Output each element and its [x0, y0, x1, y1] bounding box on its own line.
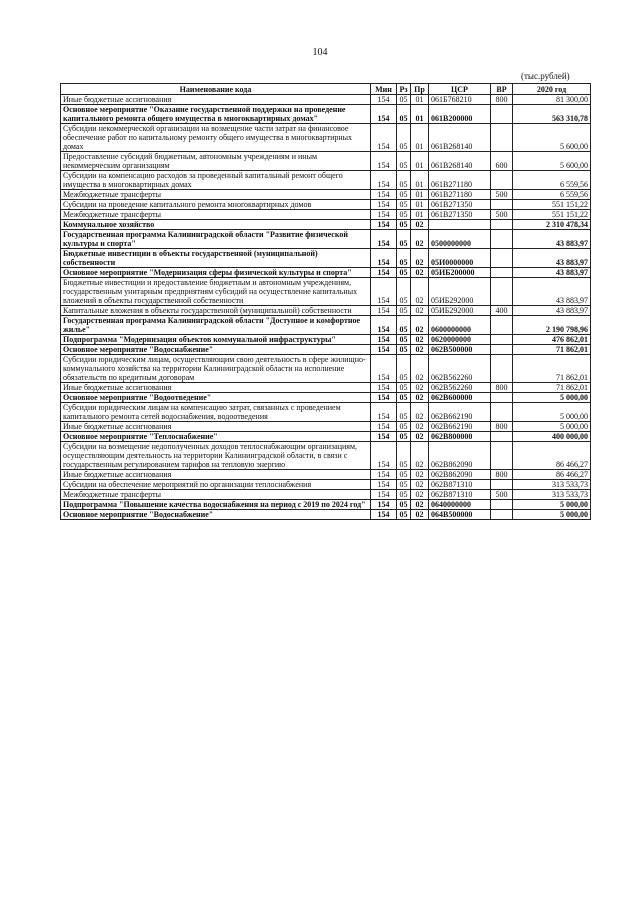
- cell-rz: 05: [397, 95, 411, 105]
- cell-amount: 400 000,00: [513, 432, 591, 442]
- cell-name: Основное мероприятие "Оказание государственной поддержки на проведение капитального ремонта общего имущества в многоквартирных домах": [61, 105, 371, 124]
- cell-csr: 062В562260: [429, 383, 491, 393]
- table-row: [61, 220, 591, 230]
- cell-vr: [491, 268, 513, 278]
- table-body: [61, 95, 591, 520]
- cell-amount: 43 883,97: [513, 268, 591, 278]
- cell-csr: 064В500000: [429, 510, 491, 520]
- table-row: [61, 124, 591, 152]
- table-row: [61, 480, 591, 490]
- cell-pr: 01: [411, 105, 429, 124]
- cell-min: 154: [371, 480, 397, 490]
- cell-csr: 062В862090: [429, 442, 491, 470]
- table-row: [61, 355, 591, 383]
- budget-table: [60, 83, 591, 520]
- cell-min: 154: [371, 105, 397, 124]
- cell-min: 154: [371, 171, 397, 190]
- cell-rz: 05: [397, 190, 411, 200]
- cell-pr: 02: [411, 345, 429, 355]
- cell-pr: 02: [411, 490, 429, 500]
- cell-amount: 5 000,00: [513, 510, 591, 520]
- header-pr: Пр: [411, 84, 429, 95]
- cell-amount: 2 310 478,34: [513, 220, 591, 230]
- table-row: [61, 306, 591, 316]
- cell-rz: 05: [397, 306, 411, 316]
- cell-amount: 5 600,00: [513, 152, 591, 171]
- cell-min: 154: [371, 355, 397, 383]
- cell-vr: [491, 432, 513, 442]
- cell-vr: 400: [491, 306, 513, 316]
- cell-pr: 02: [411, 393, 429, 403]
- cell-vr: 800: [491, 383, 513, 393]
- cell-rz: 05: [397, 210, 411, 220]
- cell-rz: 05: [397, 500, 411, 510]
- cell-vr: [491, 278, 513, 306]
- cell-name: Основное мероприятие "Водоснабжение": [61, 345, 371, 355]
- cell-name: Основное мероприятие "Водоснабжение": [61, 510, 371, 520]
- cell-csr: 0620000000: [429, 335, 491, 345]
- cell-csr: [429, 220, 491, 230]
- cell-rz: 05: [397, 470, 411, 480]
- cell-vr: [491, 230, 513, 249]
- cell-name: Коммунальное хозяйство: [61, 220, 371, 230]
- cell-csr: 061В271180: [429, 171, 491, 190]
- cell-min: 154: [371, 442, 397, 470]
- cell-rz: 05: [397, 510, 411, 520]
- cell-name: Капитальные вложения в объекты государственной (муниципальной) собственности: [61, 306, 371, 316]
- header-vr: ВР: [491, 84, 513, 95]
- cell-name: Субсидии некоммерческой организации на возмещение части затрат на финансовое обеспечение работ по капитальному ремонту общего имущества в многоквартирных домах: [61, 124, 371, 152]
- cell-csr: 062В500000: [429, 345, 491, 355]
- cell-name: Субсидии на проведение капитального ремонта многоквартирных домов: [61, 200, 371, 210]
- cell-vr: 600: [491, 152, 513, 171]
- cell-csr: 0500000000: [429, 230, 491, 249]
- cell-rz: 05: [397, 480, 411, 490]
- cell-name: Государственная программа Калининградской области "Доступное и комфортное жилье": [61, 316, 371, 335]
- cell-csr: 061В271180: [429, 190, 491, 200]
- table-row: [61, 335, 591, 345]
- cell-name: Основное мероприятие "Модернизация сферы физической культуры и спорта": [61, 268, 371, 278]
- table-row: [61, 442, 591, 470]
- cell-name: Основное мероприятие "Водоотведение": [61, 393, 371, 403]
- cell-name: Иные бюджетные ассигнования: [61, 422, 371, 432]
- cell-pr: 02: [411, 278, 429, 306]
- cell-rz: 05: [397, 422, 411, 432]
- cell-csr: 061В268140: [429, 124, 491, 152]
- cell-amount: 43 883,97: [513, 278, 591, 306]
- cell-csr: 062В871310: [429, 480, 491, 490]
- cell-pr: 02: [411, 510, 429, 520]
- cell-min: 154: [371, 403, 397, 422]
- table-row: [61, 105, 591, 124]
- cell-amount: 551 151,22: [513, 210, 591, 220]
- cell-min: 154: [371, 249, 397, 268]
- cell-amount: 5 600,00: [513, 124, 591, 152]
- cell-amount: 86 466,27: [513, 442, 591, 470]
- cell-min: 154: [371, 470, 397, 480]
- cell-amount: 563 310,78: [513, 105, 591, 124]
- cell-vr: [491, 200, 513, 210]
- cell-name: Субсидии на компенсацию расходов за проведенный капитальный ремонт общего имущества в многоквартирных домах: [61, 171, 371, 190]
- cell-amount: 6 559,56: [513, 171, 591, 190]
- cell-csr: 062В562260: [429, 355, 491, 383]
- header-amount: 2020 год: [513, 84, 591, 95]
- cell-name: Иные бюджетные ассигнования: [61, 470, 371, 480]
- cell-min: 154: [371, 190, 397, 200]
- cell-vr: [491, 171, 513, 190]
- cell-name: Субсидии юридическим лицам на компенсацию затрат, связанных с проведением капитального ремонта сетей водоснабжения, водоотведения: [61, 403, 371, 422]
- cell-name: Предоставление субсидий бюджетным, автономным учреждениям и иным некоммерческим организациям: [61, 152, 371, 171]
- table-row: [61, 510, 591, 520]
- cell-rz: 05: [397, 403, 411, 422]
- page-number: 104: [312, 47, 328, 58]
- cell-rz: 05: [397, 355, 411, 383]
- cell-vr: 500: [491, 190, 513, 200]
- cell-amount: 43 883,97: [513, 230, 591, 249]
- cell-csr: 062В662190: [429, 403, 491, 422]
- cell-rz: 05: [397, 442, 411, 470]
- cell-min: 154: [371, 432, 397, 442]
- table-row: [61, 393, 591, 403]
- cell-min: 154: [371, 500, 397, 510]
- cell-pr: 01: [411, 210, 429, 220]
- cell-rz: 05: [397, 393, 411, 403]
- cell-vr: [491, 510, 513, 520]
- cell-csr: 061В271350: [429, 210, 491, 220]
- cell-name: Субсидии юридическим лицам, осуществляющим свою деятельность в сфере жилищно-коммунального хозяйства на территории Калининградской области на исполнение обязательств по кредитным договорам: [61, 355, 371, 383]
- cell-name: Бюджетные инвестиции и предоставление бюджетным и автономным учреждениям, государственным унитарным предприятиям субсидий на осуществление капитальных вложений в объекты государственной собственности: [61, 278, 371, 306]
- header-name: Наименование кода: [61, 84, 371, 95]
- table-row: [61, 95, 591, 105]
- cell-min: 154: [371, 510, 397, 520]
- cell-name: Межбюджетные трансферты: [61, 210, 371, 220]
- cell-vr: 500: [491, 210, 513, 220]
- cell-pr: 02: [411, 316, 429, 335]
- cell-vr: [491, 316, 513, 335]
- table-row: [61, 249, 591, 268]
- table-row: [61, 210, 591, 220]
- cell-pr: 02: [411, 230, 429, 249]
- cell-csr: 05И0000000: [429, 249, 491, 268]
- cell-min: 154: [371, 335, 397, 345]
- cell-vr: [491, 355, 513, 383]
- table-row: [61, 200, 591, 210]
- cell-rz: 05: [397, 124, 411, 152]
- table-row: [61, 500, 591, 510]
- cell-pr: 02: [411, 306, 429, 316]
- cell-amount: 5 000,00: [513, 403, 591, 422]
- cell-vr: 500: [491, 490, 513, 500]
- cell-name: Подпрограмма "Повышение качества водоснабжения на период с 2019 по 2024 год": [61, 500, 371, 510]
- cell-vr: [491, 442, 513, 470]
- cell-min: 154: [371, 220, 397, 230]
- cell-pr: 02: [411, 422, 429, 432]
- cell-csr: 062В600000: [429, 393, 491, 403]
- cell-pr: 02: [411, 500, 429, 510]
- cell-rz: 05: [397, 383, 411, 393]
- cell-rz: 05: [397, 220, 411, 230]
- cell-rz: 05: [397, 200, 411, 210]
- cell-name: Основное мероприятие "Теплоснабжение": [61, 432, 371, 442]
- cell-min: 154: [371, 345, 397, 355]
- cell-csr: 05ИБ292000: [429, 278, 491, 306]
- table-row: [61, 171, 591, 190]
- cell-vr: [491, 105, 513, 124]
- table-header-row: [61, 84, 591, 95]
- header-min: Мин: [371, 84, 397, 95]
- cell-amount: 313 533,73: [513, 480, 591, 490]
- cell-min: 154: [371, 278, 397, 306]
- cell-pr: 02: [411, 432, 429, 442]
- cell-name: Подпрограмма "Модернизация объектов коммунальной инфраструктуры": [61, 335, 371, 345]
- cell-pr: 01: [411, 200, 429, 210]
- cell-amount: 551 151,22: [513, 200, 591, 210]
- cell-rz: 05: [397, 230, 411, 249]
- cell-csr: 0600000000: [429, 316, 491, 335]
- cell-rz: 05: [397, 432, 411, 442]
- cell-pr: 02: [411, 470, 429, 480]
- cell-amount: 71 862,01: [513, 355, 591, 383]
- cell-vr: [491, 124, 513, 152]
- cell-amount: 476 862,01: [513, 335, 591, 345]
- cell-csr: 061В268140: [429, 152, 491, 171]
- cell-pr: 01: [411, 171, 429, 190]
- cell-min: 154: [371, 268, 397, 278]
- cell-pr: 02: [411, 383, 429, 393]
- cell-amount: 2 190 798,96: [513, 316, 591, 335]
- cell-min: 154: [371, 124, 397, 152]
- cell-vr: [491, 393, 513, 403]
- cell-pr: 01: [411, 190, 429, 200]
- table-row: [61, 470, 591, 480]
- cell-rz: 05: [397, 152, 411, 171]
- table-row: [61, 152, 591, 171]
- cell-min: 154: [371, 306, 397, 316]
- cell-rz: 05: [397, 268, 411, 278]
- cell-amount: 313 533,73: [513, 490, 591, 500]
- cell-name: Иные бюджетные ассигнования: [61, 95, 371, 105]
- table-row: [61, 268, 591, 278]
- cell-pr: 02: [411, 403, 429, 422]
- cell-name: Межбюджетные трансферты: [61, 490, 371, 500]
- table-row: [61, 403, 591, 422]
- header-csr: ЦСР: [429, 84, 491, 95]
- cell-vr: [491, 403, 513, 422]
- cell-pr: 02: [411, 442, 429, 470]
- table-row: [61, 230, 591, 249]
- cell-pr: 01: [411, 152, 429, 171]
- header-rz: Рз: [397, 84, 411, 95]
- cell-min: 154: [371, 152, 397, 171]
- cell-name: Иные бюджетные ассигнования: [61, 383, 371, 393]
- cell-min: 154: [371, 230, 397, 249]
- cell-pr: 02: [411, 220, 429, 230]
- cell-name: Субсидии на обеспечение мероприятий по организации теплоснабжения: [61, 480, 371, 490]
- cell-rz: 05: [397, 316, 411, 335]
- cell-csr: 05ИБ200000: [429, 268, 491, 278]
- cell-amount: 71 862,01: [513, 345, 591, 355]
- cell-rz: 05: [397, 490, 411, 500]
- cell-name: Субсидии на возмещение недополученных доходов теплоснабжающим организациям, осуществляющим деятельность на территории Калининградской области, в связи с государственным регулированием тарифов на тепловую энергию: [61, 442, 371, 470]
- cell-amount: 5 000,00: [513, 393, 591, 403]
- cell-amount: 86 466,27: [513, 470, 591, 480]
- cell-amount: 5 000,00: [513, 500, 591, 510]
- cell-min: 154: [371, 393, 397, 403]
- table-row: [61, 422, 591, 432]
- cell-min: 154: [371, 422, 397, 432]
- cell-vr: 800: [491, 470, 513, 480]
- cell-pr: 02: [411, 249, 429, 268]
- cell-min: 154: [371, 383, 397, 393]
- table-row: [61, 345, 591, 355]
- cell-min: 154: [371, 200, 397, 210]
- cell-csr: 05ИБ292000: [429, 306, 491, 316]
- cell-csr: 061В200000: [429, 105, 491, 124]
- table-row: [61, 190, 591, 200]
- cell-name: Государственная программа Калининградской области "Развитие физической культуры и спорта": [61, 230, 371, 249]
- cell-vr: [491, 335, 513, 345]
- cell-csr: 061В271350: [429, 200, 491, 210]
- cell-rz: 05: [397, 345, 411, 355]
- cell-pr: 02: [411, 480, 429, 490]
- cell-amount: 71 862,01: [513, 383, 591, 393]
- cell-min: 154: [371, 490, 397, 500]
- cell-pr: 02: [411, 355, 429, 383]
- cell-vr: 800: [491, 422, 513, 432]
- cell-vr: [491, 480, 513, 490]
- table-row: [61, 278, 591, 306]
- cell-amount: 81 300,00: [513, 95, 591, 105]
- cell-csr: 062В662190: [429, 422, 491, 432]
- cell-min: 154: [371, 316, 397, 335]
- table-row: [61, 432, 591, 442]
- cell-rz: 05: [397, 105, 411, 124]
- cell-pr: 01: [411, 95, 429, 105]
- cell-pr: 02: [411, 268, 429, 278]
- cell-vr: 800: [491, 95, 513, 105]
- cell-pr: 02: [411, 335, 429, 345]
- cell-amount: 6 559,56: [513, 190, 591, 200]
- table-row: [61, 316, 591, 335]
- cell-vr: [491, 500, 513, 510]
- cell-min: 154: [371, 210, 397, 220]
- cell-rz: 05: [397, 249, 411, 268]
- cell-amount: 43 883,97: [513, 306, 591, 316]
- cell-pr: 01: [411, 124, 429, 152]
- cell-csr: 0640000000: [429, 500, 491, 510]
- units-note: (тыс.рублей): [521, 71, 570, 81]
- cell-vr: [491, 249, 513, 268]
- table-row: [61, 490, 591, 500]
- cell-vr: [491, 220, 513, 230]
- cell-csr: 062В871310: [429, 490, 491, 500]
- cell-rz: 05: [397, 171, 411, 190]
- cell-amount: 5 000,00: [513, 422, 591, 432]
- cell-rz: 05: [397, 335, 411, 345]
- cell-csr: 062В862090: [429, 470, 491, 480]
- cell-csr: 061Б768210: [429, 95, 491, 105]
- cell-name: Межбюджетные трансферты: [61, 190, 371, 200]
- table-row: [61, 383, 591, 393]
- cell-amount: 43 883,97: [513, 249, 591, 268]
- cell-rz: 05: [397, 278, 411, 306]
- cell-min: 154: [371, 95, 397, 105]
- cell-csr: 062В800000: [429, 432, 491, 442]
- cell-name: Бюджетные инвестиции в объекты государственной (муниципальной) собственности: [61, 249, 371, 268]
- cell-vr: [491, 345, 513, 355]
